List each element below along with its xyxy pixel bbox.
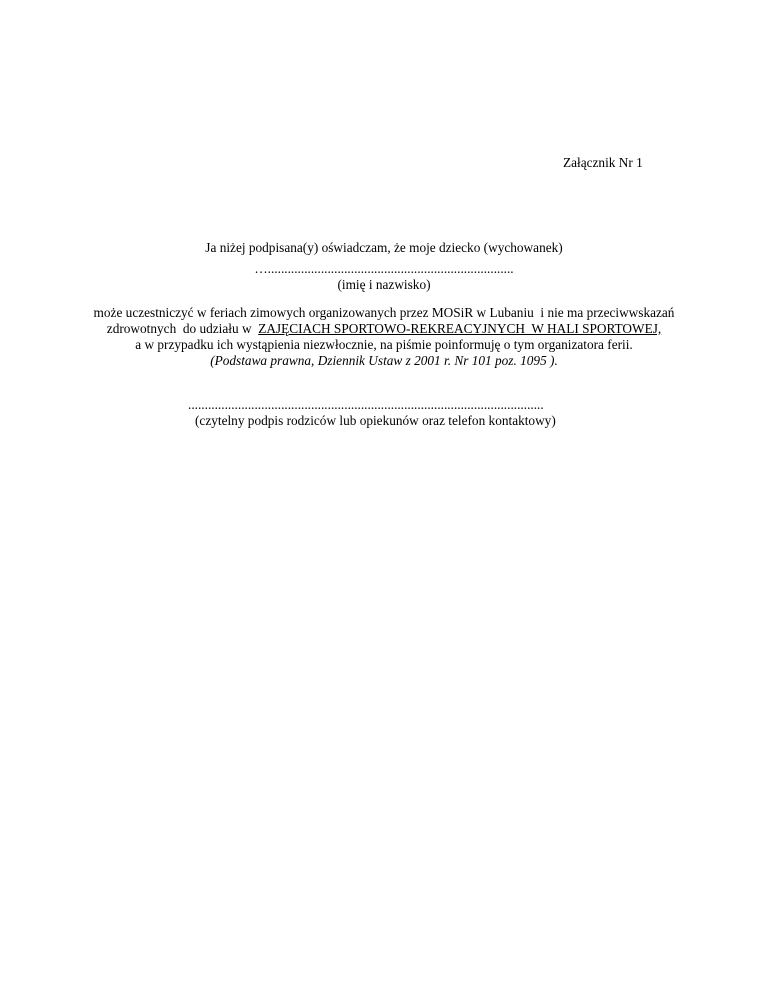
- activity-name-underlined: ZAJĘCIACH SPORTOWO-REKREACYJNYCH W HALI SPORTOWEJ,: [258, 321, 662, 336]
- legal-basis: (Podstawa prawna, Dziennik Ustaw z 2001 r. Nr 101 poz. 1095 ).: [210, 353, 558, 368]
- body-line-3: a w przypadku ich wystąpienia niezwłocznie, na piśmie poinformuję o tym organizatora ferii.: [135, 337, 633, 352]
- signature-dots: ...........................................................................................................: [188, 397, 544, 412]
- body-line-2: [0, 321, 768, 337]
- name-field-caption: (imię i nazwisko): [337, 277, 431, 292]
- name-field-dots: …..........................................................................: [254, 261, 514, 276]
- attachment-label: Załącznik Nr 1: [563, 155, 643, 170]
- body-line-1: może uczestniczyć w feriach zimowych organizowanych przez MOSiR w Lubaniu i nie ma przeciwwskazań: [93, 305, 675, 320]
- declaration-intro: Ja niżej podpisana(y) oświadczam, że moje dziecko (wychowanek): [205, 240, 563, 255]
- body-line-2-prefix: zdrowotnych do udziału w: [106, 321, 259, 336]
- signature-caption: (czytelny podpis rodziców lub opiekunów oraz telefon kontaktowy): [195, 413, 556, 428]
